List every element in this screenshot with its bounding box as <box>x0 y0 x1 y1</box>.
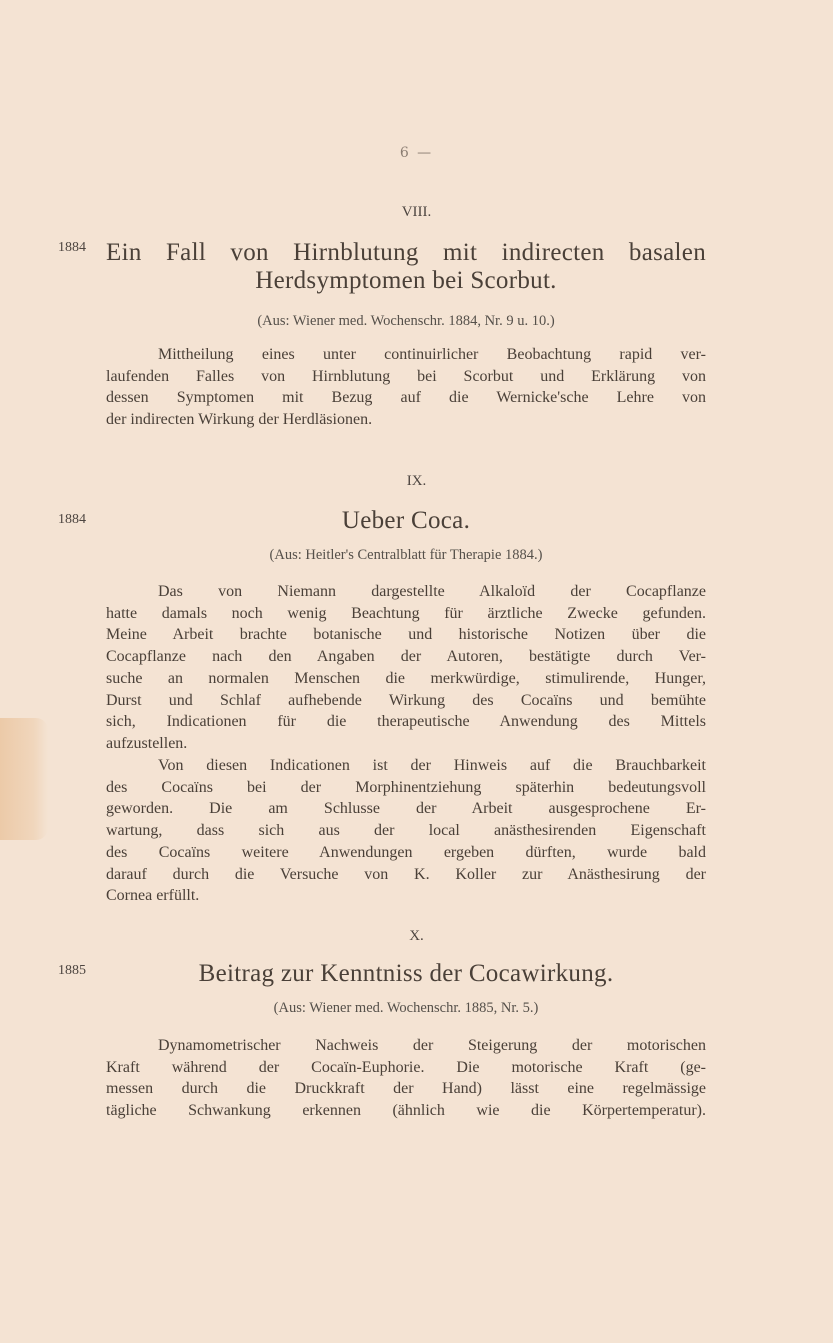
paragraph-line: sich, Indicationen für die therapeutische Anwendung des Mittels <box>106 713 706 731</box>
section-paragraph <box>106 581 706 755</box>
section-source: (Aus: Heitler's Centralblatt für Therapie 1884.) <box>269 547 543 563</box>
section-paragraph <box>106 1035 706 1122</box>
paragraph-line: geworden. Die am Schlusse der Arbeit ausgesprochene Er- <box>106 800 706 818</box>
section-year: 1884 <box>58 512 86 527</box>
section-paragraph <box>106 344 706 431</box>
paragraph-line: Von diesen Indicationen ist der Hinweis auf die Brauchbarkeit <box>158 757 706 774</box>
paragraph-line: aufzustellen. <box>106 734 188 752</box>
section-source: (Aus: Wiener med. Wochenschr. 1884, Nr. 9 u. 10.) <box>257 313 555 329</box>
paragraph-line: tägliche Schwankung erkennen (ähnlich wie die Körpertemperatur). <box>106 1102 706 1120</box>
page-number: 6 — <box>399 145 434 161</box>
paragraph-line: darauf durch die Versuche von K. Koller zur Anästhesirung der <box>106 865 706 883</box>
section-paragraph <box>106 755 706 907</box>
section-numeral: IX. <box>406 473 427 489</box>
paragraph-line: Kraft während der Cocaïn-Euphorie. Die motorische Kraft (ge- <box>106 1058 706 1076</box>
paragraph-line: Meine Arbeit brachte botanische und historische Notizen über die <box>106 626 706 644</box>
paragraph-line: messen durch die Druckkraft der Hand) lässt eine regelmässige <box>106 1080 706 1098</box>
paragraph-line: Durst und Schlaf aufhebende Wirkung des Cocaïns und bemühte <box>106 691 706 709</box>
paragraph-line: suche an normalen Menschen die merkwürdige, stimulirende, Hunger, <box>106 669 706 687</box>
paragraph-line: des Cocaïns weitere Anwendungen ergeben dürften, wurde bald <box>106 843 706 861</box>
paragraph-line: Das von Niemann dargestellte Alkaloïd der Cocapflanze <box>158 583 706 600</box>
paragraph-line: Cornea erfüllt. <box>106 887 200 905</box>
section-title-line: Ueber Coca. <box>341 507 471 534</box>
section-title-line: Herdsymptomen bei Scorbut. <box>255 267 557 294</box>
section-year: 1885 <box>58 963 86 978</box>
paragraph-line: dessen Symptomen mit Bezug auf die Wernicke'sche Lehre von <box>106 389 706 407</box>
paragraph-line: Dynamometrischer Nachweis der Steigerung der motorischen <box>158 1037 706 1054</box>
paragraph-line: des Cocaïns bei der Morphinentziehung späterhin bedeutungsvoll <box>106 778 706 796</box>
paper-stain <box>0 718 48 840</box>
section-year: 1884 <box>58 240 86 255</box>
paragraph-line: Cocapflanze nach den Angaben der Autoren, bestätigte durch Ver- <box>106 648 706 666</box>
paragraph-line: hatte damals noch wenig Beachtung für ärztliche Zwecke gefunden. <box>106 604 706 622</box>
paragraph-line: wartung, dass sich aus der local anästhesirenden Eigenschaft <box>106 822 706 840</box>
section-source: (Aus: Wiener med. Wochenschr. 1885, Nr. 5.) <box>273 1000 539 1016</box>
paragraph-line: Mittheilung eines unter continuirlicher Beobachtung rapid ver- <box>158 346 706 363</box>
paragraph-line: laufenden Falles von Hirnblutung bei Scorbut und Erklärung von <box>106 367 706 385</box>
section-title-line: Beitrag zur Kenntniss der Cocawirkung. <box>198 960 614 987</box>
section-numeral: X. <box>409 928 424 944</box>
paragraph-line: der indirecten Wirkung der Herdläsionen. <box>106 411 373 429</box>
section-numeral: VIII. <box>401 204 432 220</box>
section-title-line: Ein Fall von Hirnblutung mit indirecten basalen <box>106 239 706 266</box>
